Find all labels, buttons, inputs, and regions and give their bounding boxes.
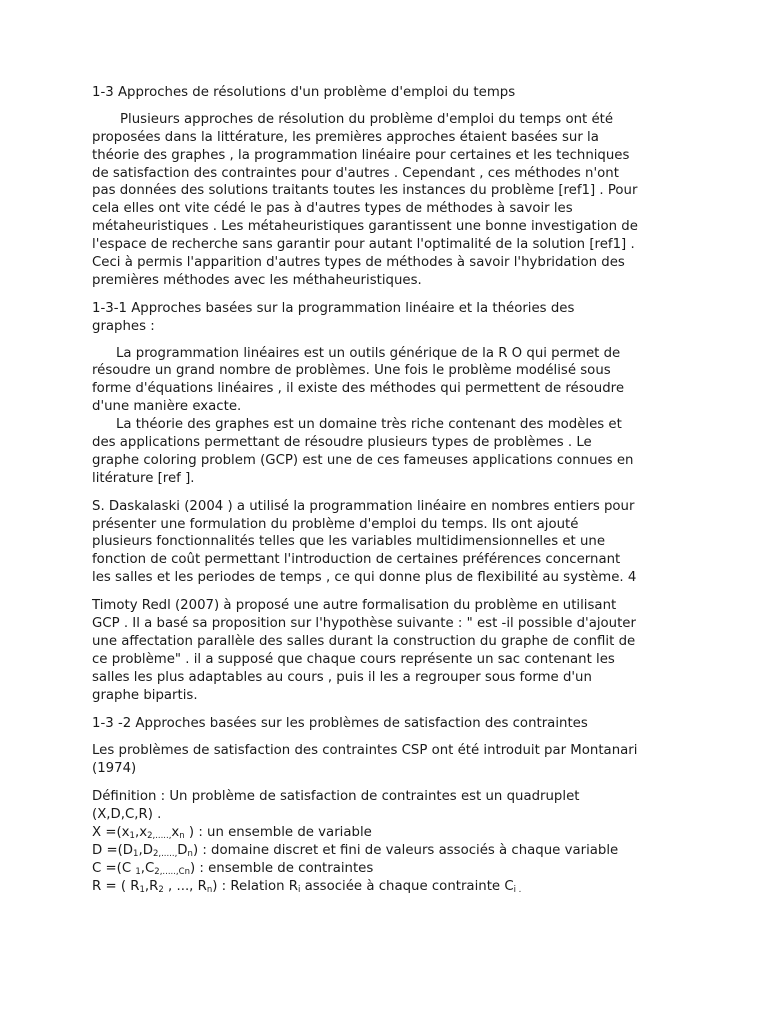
heading-line: 1-3 Approches de résolutions d'un problème d'emploi du temps — [92, 85, 516, 100]
paragraph-line: de satisfaction des contraintes pour d'autres . Cependant , ces méthodes n'ont — [92, 165, 619, 181]
paragraph-line: l'espace de recherche sans garantir pour autant l'optimalité de la solution [ref1] . — [92, 237, 635, 253]
heading-line: 1-3 -2 Approches basées sur les problèmes de satisfaction des contraintes — [92, 715, 588, 731]
paragraph-line: premières méthodes avec les méthaheuristiques. — [92, 272, 422, 288]
paragraph-line: une affectation parallèle des salles durant la construction du graphe de conflit de — [92, 633, 636, 649]
definition-line: (X,D,C,R) . — [92, 807, 162, 823]
daskalaski-paragraph — [92, 498, 692, 587]
document-page — [92, 84, 692, 896]
paragraph-line: salles les plus adaptables au cours , puis il les a regrouper sous forme d'un — [92, 669, 592, 685]
paragraph-line: pas données des solutions traitants toutes les instances du problème [ref1] . Pour — [92, 183, 638, 199]
section-heading-1-3-1 — [92, 300, 692, 336]
paragraph-line: métaheuristiques . Les métaheuristiques garantissent une bonne investigation de — [92, 219, 638, 235]
paragraph-line: La théorie des graphes est un domaine très riche contenant des modèles et — [116, 417, 622, 433]
paragraph-line: fonction de coût permettant l'introduction de certaines préférences concernant — [92, 552, 621, 568]
paragraph-line: résoudre un grand nombre de problèmes. Une fois le problème modélisé sous — [92, 363, 611, 379]
formula-c: C =(C $_1,C_{2,.....,Cn}$) : ensemble de contraintes — [92, 860, 374, 877]
graph-theory-paragraph — [92, 416, 692, 488]
section-heading-1-3 — [92, 84, 692, 102]
paragraph-line: Les problèmes de satisfaction des contraintes CSP ont été introduit par Montanari — [92, 743, 638, 759]
paragraph-line: les salles et les periodes de temps , ce qui donne plus de flexibilité au système. 4 — [92, 570, 637, 586]
intro-paragraph — [92, 111, 692, 290]
paragraph-line: Timoty Redl (2007) à proposé une autre formalisation du problème en utilisant — [92, 598, 617, 614]
definition-line: Définition : Un problème de satisfaction de contraintes est un quadruplet — [92, 789, 580, 805]
paragraph-line: présenter une formulation du problème d'emploi du temps. Ils ont ajouté — [92, 516, 579, 532]
paragraph-line: des applications permettant de résoudre plusieurs types de problèmes . Le — [92, 435, 592, 451]
paragraph-line: S. Daskalaski (2004 ) a utilisé la programmation linéaire en nombres entiers pour — [92, 498, 635, 514]
definition-block — [92, 788, 692, 895]
paragraph-line: ce problème" . il a supposé que chaque cours représente un sac contenant les — [92, 651, 615, 667]
paragraph-line: d'une manière exacte. — [92, 399, 242, 415]
paragraph-line: (1974) — [92, 761, 137, 777]
heading-line: graphes : — [92, 318, 155, 334]
paragraph-line: théorie des graphes , la programmation linéaire pour certaines et les techniques — [92, 147, 630, 163]
paragraph-line: GCP . Il a basé sa proposition sur l'hypothèse suivante : " est -il possible d'ajouter — [92, 616, 636, 632]
paragraph-line: plusieurs fonctionnalités telles que les variables multidimensionnelles et une — [92, 534, 606, 550]
paragraph-line: proposées dans la littérature, les premières approches étaient basées sur la — [92, 129, 599, 145]
heading-line: 1-3-1 Approches basées sur la programmation linéaire et la théories des — [92, 300, 575, 316]
paragraph-line: graphe bipartis. — [92, 687, 198, 703]
paragraph-line: Ceci à permis l'apparition d'autres types de méthodes à savoir l'hybridation des — [92, 255, 625, 271]
linear-programming-paragraph — [92, 345, 692, 417]
csp-intro-paragraph — [92, 742, 692, 778]
formula-x: $X =(x_1,x_{2,.....,}x_n$ ) : un ensemble de variable — [92, 824, 372, 841]
section-heading-1-3-2 — [92, 715, 692, 733]
formula-r: R = ( $R_1,R_2$ , ..., $R_n$) : Relation $R_i$ associée à chaque contrainte $C_{i .}$ — [92, 878, 522, 895]
paragraph-line: cela elles ont vite cédé le pas à d'autres types de méthodes à savoir les — [92, 201, 573, 217]
paragraph-line: litérature [ref ]. — [92, 470, 195, 486]
paragraph-line: graphe coloring problem (GCP) est une de ces fameuses applications connues en — [92, 452, 634, 468]
paragraph-line: Plusieurs approches de résolution du problème d'emploi du temps ont été — [120, 111, 614, 127]
paragraph-line: La programmation linéaires est un outils générique de la R O qui permet de — [116, 345, 621, 361]
formula-d: $D =(D_1,D_{2,.....,}D_n)$ : domaine discret et fini de valeurs associés à chaque variable — [92, 842, 619, 859]
paragraph-line: forme d'équations linéaires , il existe des méthodes qui permettent de résoudre — [92, 381, 625, 397]
redl-paragraph — [92, 597, 692, 704]
